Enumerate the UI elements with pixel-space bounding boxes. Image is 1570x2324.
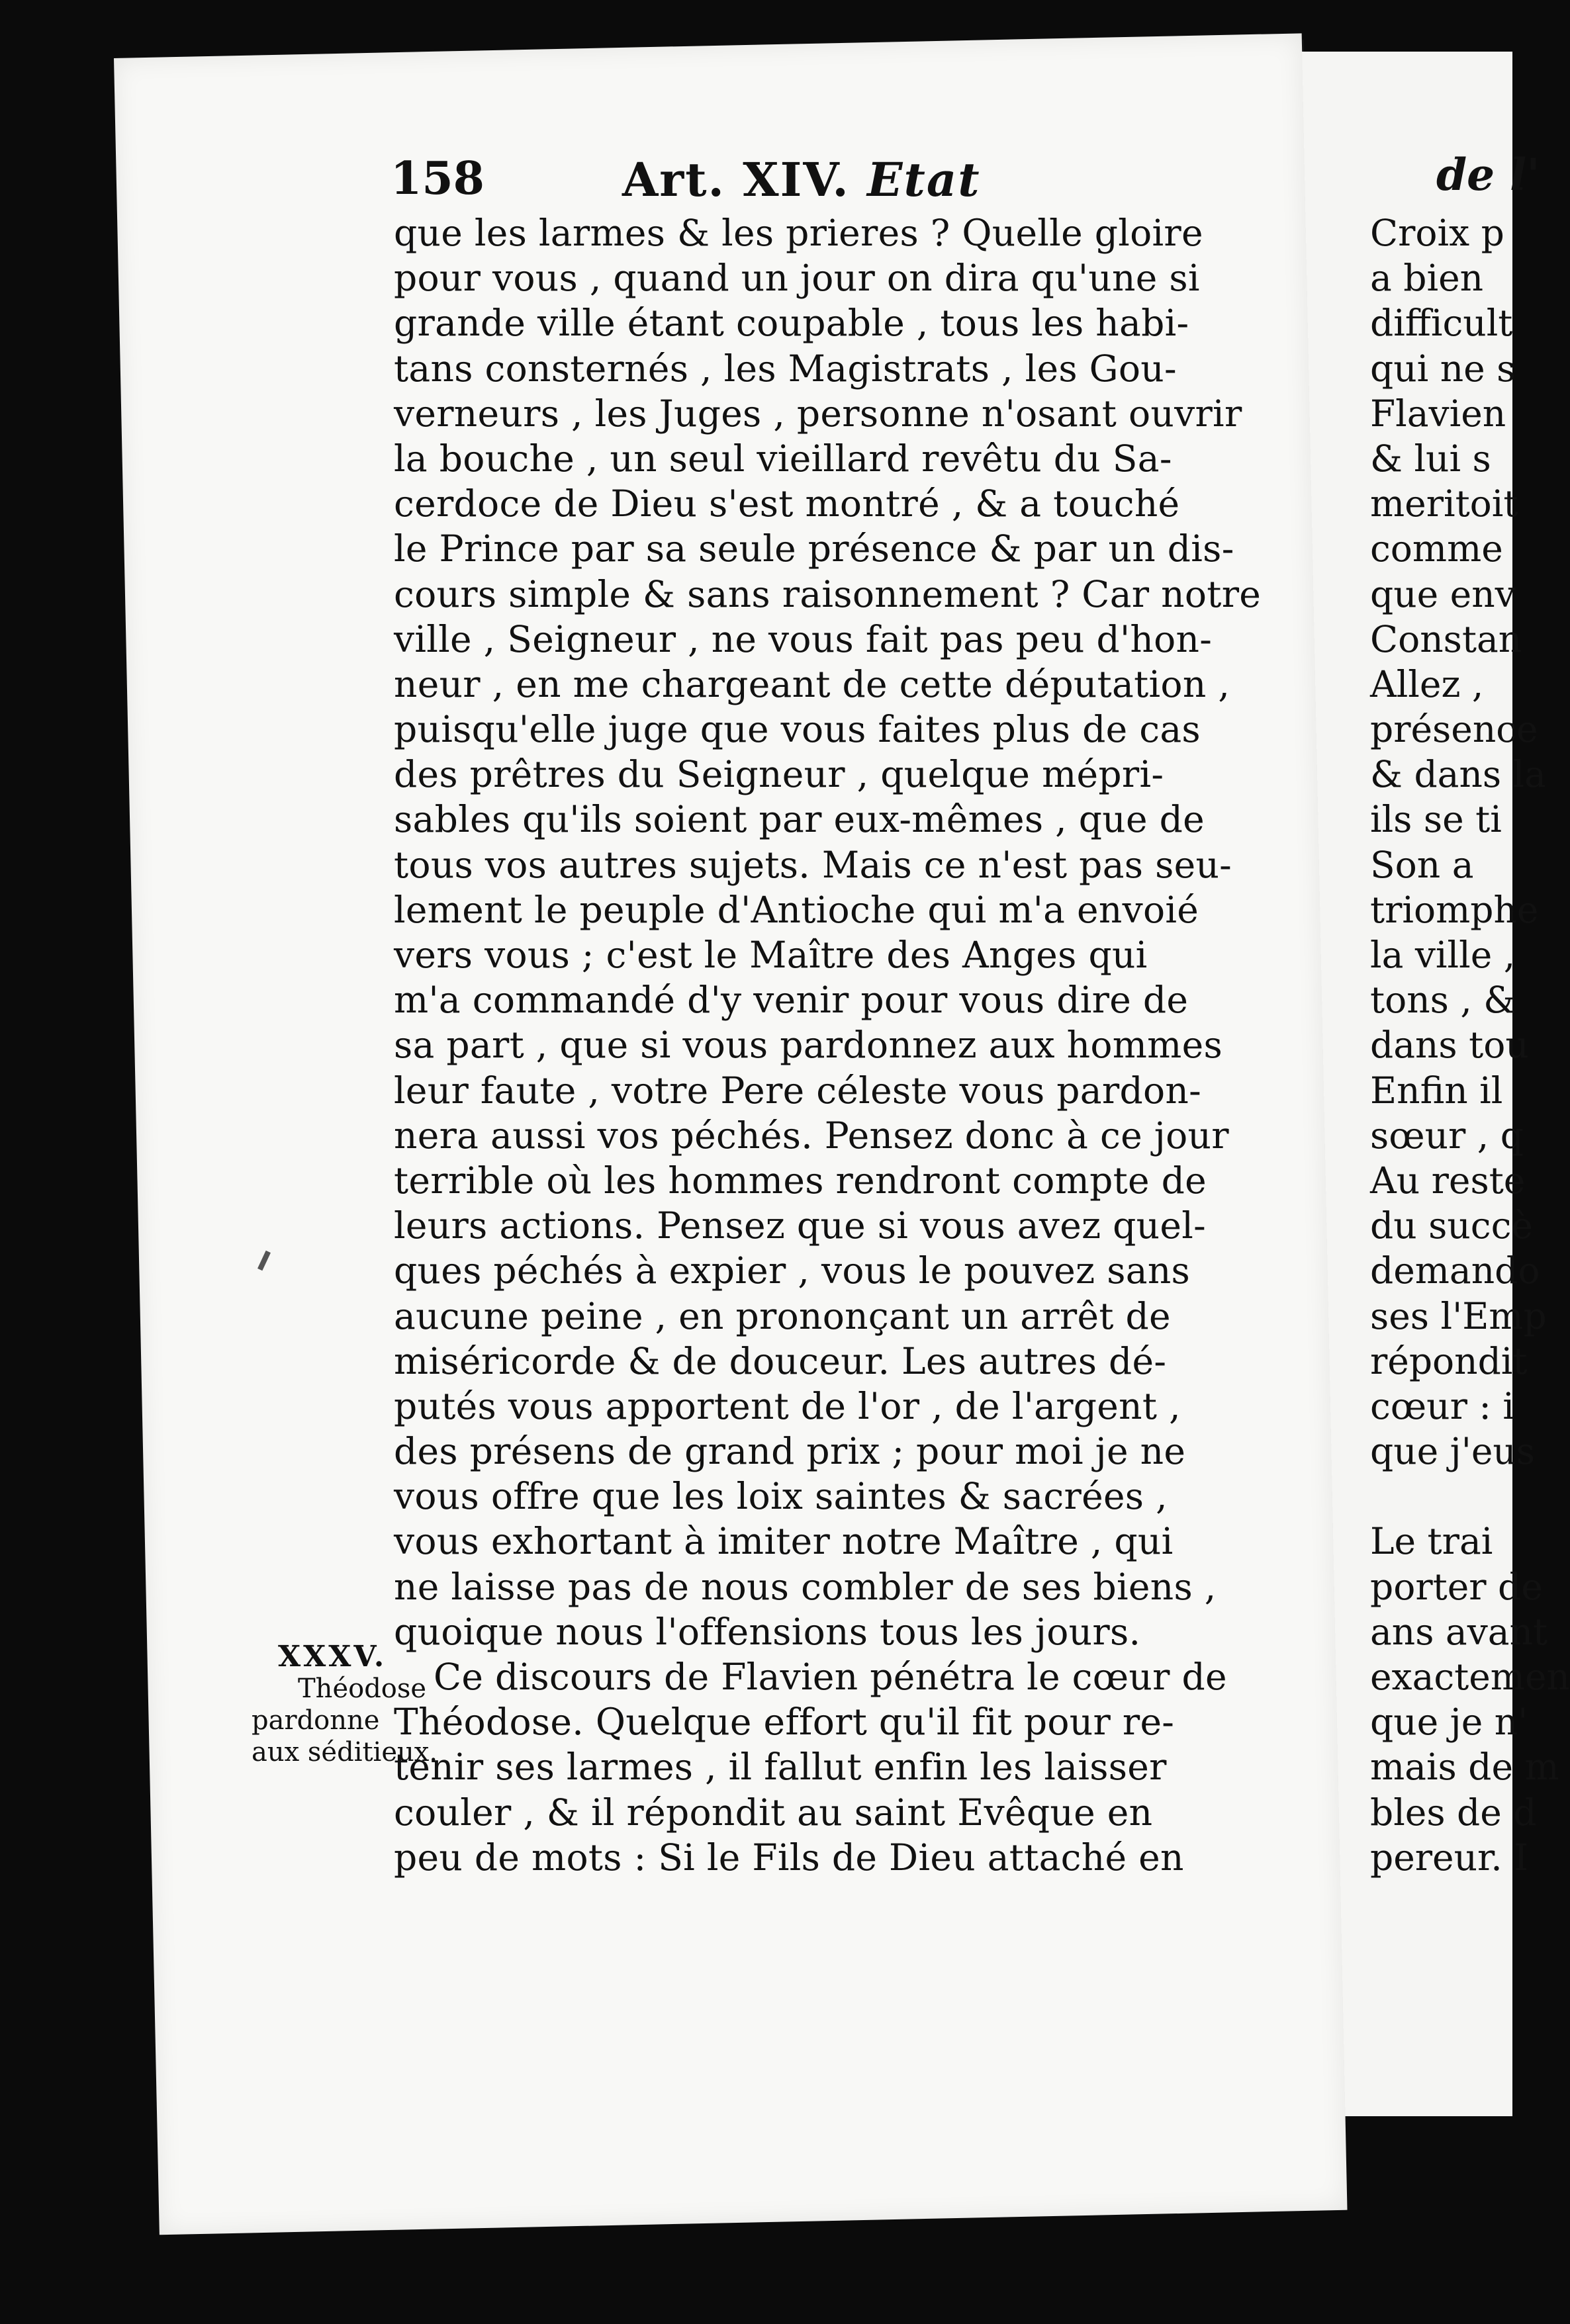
right-text-line: Flavien [1370,392,1506,435]
left-running-head [278,152,1271,212]
right-text-line: porter de [1370,1565,1543,1608]
right-text-line: sœur , q [1370,1114,1524,1157]
right-text-line: Croix p [1370,212,1504,254]
text-line: tans consternés , les Magistrats , les Gou- [394,347,1177,390]
text-line: ville , Seigneur , ne vous fait pas peu d'hon- [394,617,1213,660]
right-text-line: Enfin il [1370,1069,1503,1112]
text-line: sables qu'ils soient par eux-mêmes , que de [394,798,1205,841]
text-line: des prêtres du Seigneur , quelque mépri- [394,753,1164,796]
right-text-line: répondit [1370,1339,1528,1382]
right-text-line: bles de d [1370,1791,1537,1834]
right-text-line: présence [1370,708,1538,751]
text-line: vers vous ; c'est le Maître des Anges qui [394,934,1148,976]
marginal-note-line: pardonne [252,1705,380,1736]
right-text-line: que env [1370,572,1516,615]
right-text-line: cœur : i [1370,1384,1514,1427]
right-text-line: & dans la [1370,753,1546,796]
right-text-line: que j'eus [1370,1430,1536,1473]
text-line: ne laisse pas de nous combler de ses biens , [394,1565,1217,1608]
right-text-line: que je n' [1370,1701,1528,1744]
text-line: neur , en me chargeant de cette députation , [394,662,1230,705]
text-line: des présens de grand prix ; pour moi je ne [394,1430,1186,1473]
text-line: cours simple & sans raisonnement ? Car notre [394,572,1262,615]
text-line: miséricorde & de douceur. Les autres dé- [394,1339,1167,1382]
text-line: vous exhortant à imiter notre Maître , qui [394,1520,1174,1563]
text-line: ques péchés à expier , vous le pouvez sans [394,1249,1191,1292]
marginal-note-number: XXXV. [278,1640,387,1674]
text-line: pour vous , quand un jour on dira qu'une si [394,257,1200,300]
right-text-line: qui ne s [1370,347,1516,390]
text-line: peu de mots : Si le Fils de Dieu attaché en [394,1836,1184,1879]
right-text-line: ans avant [1370,1610,1548,1653]
right-text-line: exactemen [1370,1656,1570,1698]
right-text-line: dans tou [1370,1024,1529,1067]
text-line: puisqu'elle juge que vous faites plus de cas [394,708,1201,751]
text-line: leurs actions. Pensez que si vous avez quel- [394,1204,1207,1247]
right-text-line: mais de m [1370,1746,1559,1789]
text-line: lement le peuple d'Antioche qui m'a envoié [394,888,1199,931]
right-text-line: a bien [1370,257,1484,300]
right-text-line: Au reste [1370,1159,1526,1202]
right-text-line: tons , & [1370,979,1516,1022]
text-line: verneurs , les Juges , personne n'osant ouvrir [394,392,1242,435]
left-body-text [394,210,1274,1880]
right-text-line: ils se ti [1370,798,1502,841]
text-line: m'a commandé d'y venir pour vous dire de [394,979,1189,1022]
right-text-line: la ville , [1370,934,1516,976]
right-text-line: ses l'Emp [1370,1294,1547,1337]
marginal-note-line: Théodose [298,1674,427,1704]
marginal-note-line: aux séditieux. [252,1737,438,1767]
right-running-head: de l' [1436,149,1540,201]
right-text-line: pereur. I [1370,1836,1528,1879]
text-line: tenir ses larmes , il fallut enfin les laisser [394,1746,1167,1789]
text-line: tous vos autres sujets. Mais ce n'est pas seu- [394,843,1232,886]
running-head-italic: Etat [867,152,981,207]
running-head-roman: Art. XIV. [622,152,850,207]
right-text-line: Son a [1370,843,1474,886]
text-line: que les larmes & les prieres ? Quelle gloire [394,212,1203,254]
text-line: quoique nous l'offensions tous les jours. [394,1610,1141,1653]
text-line: le Prince par sa seule présence & par un dis- [394,527,1234,570]
text-line: aucune peine , en prononçant un arrêt de [394,1294,1171,1337]
right-body-text [1370,210,1570,1880]
right-text-line: Constan [1370,617,1522,660]
text-line: leur faute , votre Pere céleste vous pardon- [394,1069,1202,1112]
running-head-title [622,152,981,207]
text-line: putés vous apportent de l'or , de l'argent , [394,1384,1181,1427]
text-line: nera aussi vos péchés. Pensez donc à ce jour [394,1114,1229,1157]
right-text-line [1370,1474,1516,1519]
right-text-line: comme [1370,527,1503,570]
right-text-line: meritoit [1370,482,1518,525]
text-line: Théodose. Quelque effort qu'il fit pour re- [394,1701,1175,1744]
right-text-line: demando [1370,1249,1540,1292]
marginal-note [252,1641,470,1768]
right-text-line: triomphe [1370,888,1539,931]
right-text-line: difficult [1370,302,1513,345]
right-text-line: Allez , [1370,662,1484,705]
text-line: terrible où les hommes rendront compte de [394,1159,1207,1202]
text-line: Ce discours de Flavien pénétra le cœur de [434,1656,1227,1698]
text-line: vous offre que les loix saintes & sacrées , [394,1475,1168,1518]
page-number: 158 [391,152,485,205]
right-text-line: & lui s [1370,437,1491,480]
right-text-line: du succè [1370,1204,1533,1247]
text-line: sa part , que si vous pardonnez aux hommes [394,1024,1223,1067]
text-line: la bouche , un seul vieillard revêtu du Sa- [394,437,1172,480]
text-line: cerdoce de Dieu s'est montré , & a touché [394,482,1180,525]
right-text-line: Le trai [1370,1520,1493,1563]
text-line: grande ville étant coupable , tous les habi- [394,302,1189,345]
text-line: couler , & il répondit au saint Evêque en [394,1791,1153,1834]
